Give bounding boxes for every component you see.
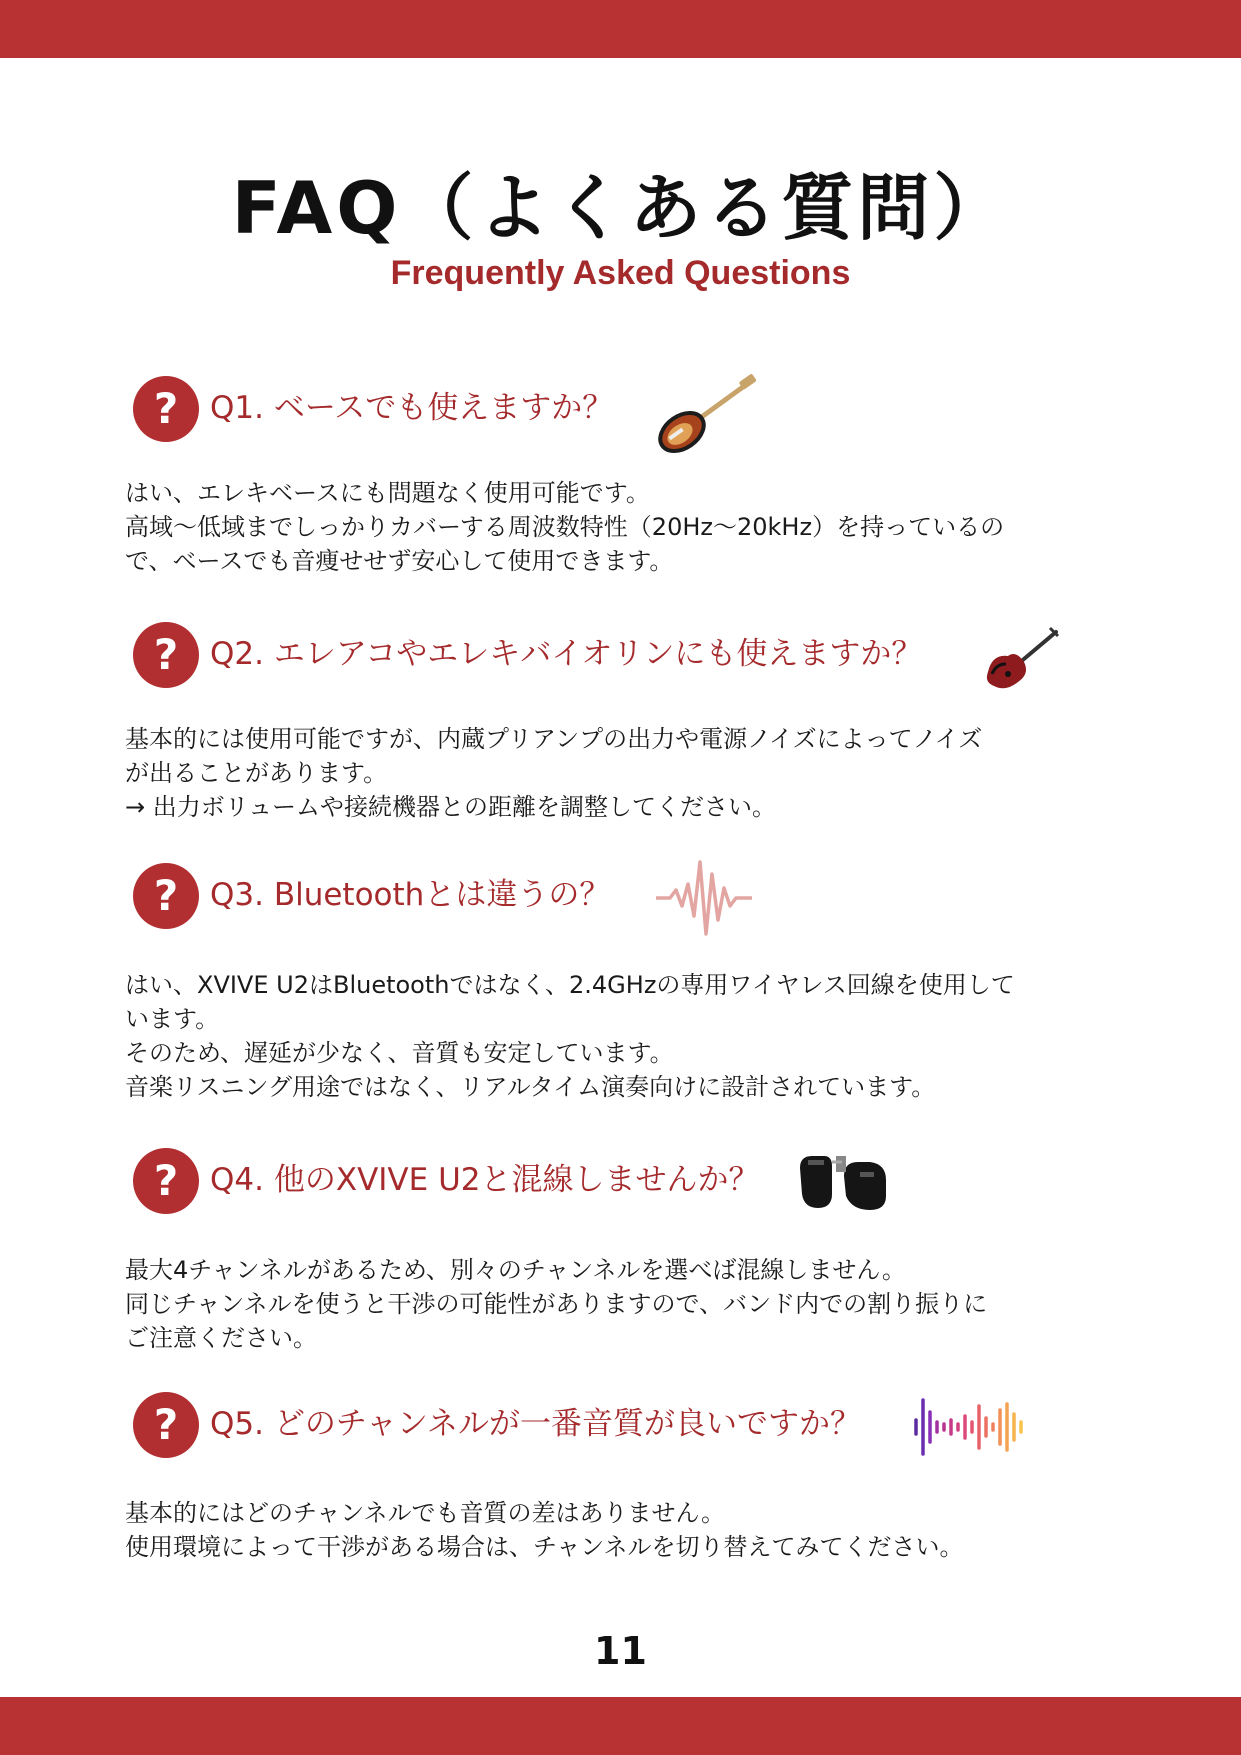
answer-line: 高域〜低域までしっかりカバーする周波数特性（20Hz〜20kHz）を持っているの (125, 513, 1005, 541)
answer-line: そのため、遅延が少なく、音質も安定しています。 (125, 1039, 674, 1067)
question-text: Q4. 他のXVIVE U2と混線しませんか？ (210, 1162, 760, 1198)
question-badge-icon: ? (133, 863, 199, 929)
question-badge-icon: ? (133, 1392, 199, 1458)
page-number: 11 (594, 1629, 647, 1673)
question-badge-icon: ? (133, 622, 199, 688)
answer-line: で、ベースでも音痩せせず安心して使用できます。 (125, 547, 674, 575)
answer-line: 基本的には使用可能ですが、内蔵プリアンプの出力や電源ノイズによってノイズ (125, 725, 983, 753)
question-badge-icon: ? (133, 376, 199, 442)
wireless-transmitter-icon (796, 1148, 890, 1214)
top-band (0, 0, 1241, 58)
faq-answer-3 (125, 968, 1115, 1104)
bottom-band (0, 1697, 1241, 1755)
answer-line: 使用環境によって干渉がある場合は、チャンネルを切り替えてみてください。 (125, 1533, 964, 1561)
electric-violin-icon (978, 624, 1062, 694)
answer-line: が出ることがあります。 (125, 759, 388, 787)
page-title: FAQ（よくある質問） (231, 166, 1010, 250)
answer-line: → 出力ボリュームや接続機器との距離を調整してください。 (125, 793, 777, 821)
answer-line: はい、エレキベースにも問題なく使用可能です。 (125, 479, 650, 507)
faq-answer-4 (125, 1253, 1115, 1355)
page-subtitle: Frequently Asked Questions (390, 254, 851, 292)
answer-line: 基本的にはどのチャンネルでも音質の差はありません。 (125, 1499, 725, 1527)
faq-answer-1 (125, 476, 1115, 578)
question-text: Q2. エレアコやエレキバイオリンにも使えますか？ (210, 636, 923, 672)
answer-line: 音楽リスニング用途ではなく、リアルタイム演奏向けに設計されています。 (125, 1073, 936, 1101)
answer-line: はい、XVIVE U2はBluetoothではなく、2.4GHzの専用ワイヤレス回線を使用して (125, 971, 1015, 999)
bass-guitar-icon (652, 374, 760, 456)
sound-wave-icon (656, 856, 752, 940)
question-text: Q1. ベースでも使えますか？ (210, 390, 614, 426)
answer-line: 同じチャンネルを使うと干渉の可能性がありますので、バンド内での割り振りに (125, 1290, 988, 1318)
question-text: Q5. どのチャンネルが一番音質が良いですか？ (210, 1406, 861, 1442)
faq-answer-2 (125, 722, 1115, 824)
answer-line: ご注意ください。 (125, 1324, 317, 1352)
question-badge-icon: ? (133, 1148, 199, 1214)
answer-line: います。 (125, 1005, 220, 1033)
audio-spectrum-icon (912, 1394, 1030, 1460)
answer-line: 最大4チャンネルがあるため、別々のチャンネルを選べば混線しません。 (125, 1256, 906, 1284)
question-text: Q3. Bluetoothとは違うの？ (210, 877, 611, 913)
faq-answer-5 (125, 1496, 1115, 1564)
